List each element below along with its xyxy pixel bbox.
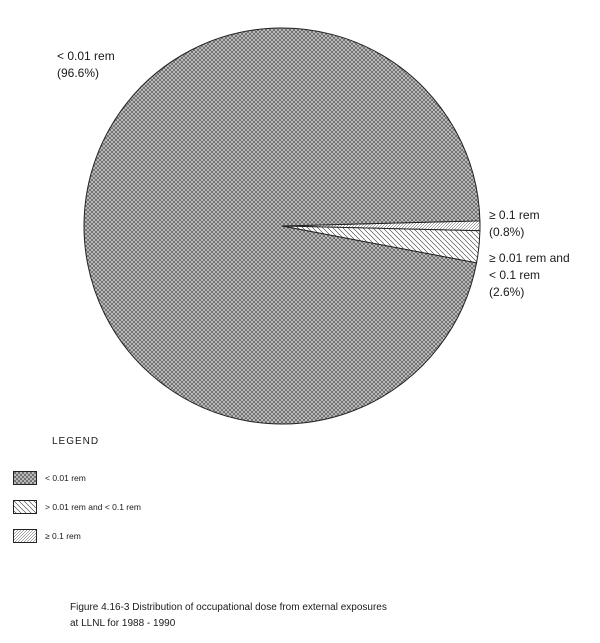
legend-item-low [13, 470, 86, 486]
figure-caption [70, 600, 387, 632]
legend-swatch-diagonal [13, 500, 37, 514]
pie-slices [84, 28, 480, 424]
legend-item-mid [13, 499, 141, 515]
legend-title: LEGEND [52, 436, 100, 447]
slice-label-high: ≥ 0.1 rem (0.8%) [489, 208, 540, 239]
caption-line-1: Figure 4.16-3 Distribution of occupational dose from external exposures [70, 602, 387, 613]
legend-swatch-fine-diagonal [13, 529, 37, 543]
legend-label-high: ≥ 0.1 rem [45, 531, 81, 541]
legend-item-high [13, 528, 81, 544]
legend-label-low: < 0.01 rem [45, 473, 86, 483]
slice-label-low: < 0.01 rem (96.6%) [57, 49, 115, 80]
legend-label-mid: > 0.01 rem and < 0.1 rem [45, 502, 141, 512]
caption-line-2: at LLNL for 1988 - 1990 [70, 618, 176, 629]
slice-label-mid: ≥ 0.01 rem and < 0.1 rem (2.6%) [489, 251, 570, 299]
legend-swatch-crosshatch [13, 471, 37, 485]
